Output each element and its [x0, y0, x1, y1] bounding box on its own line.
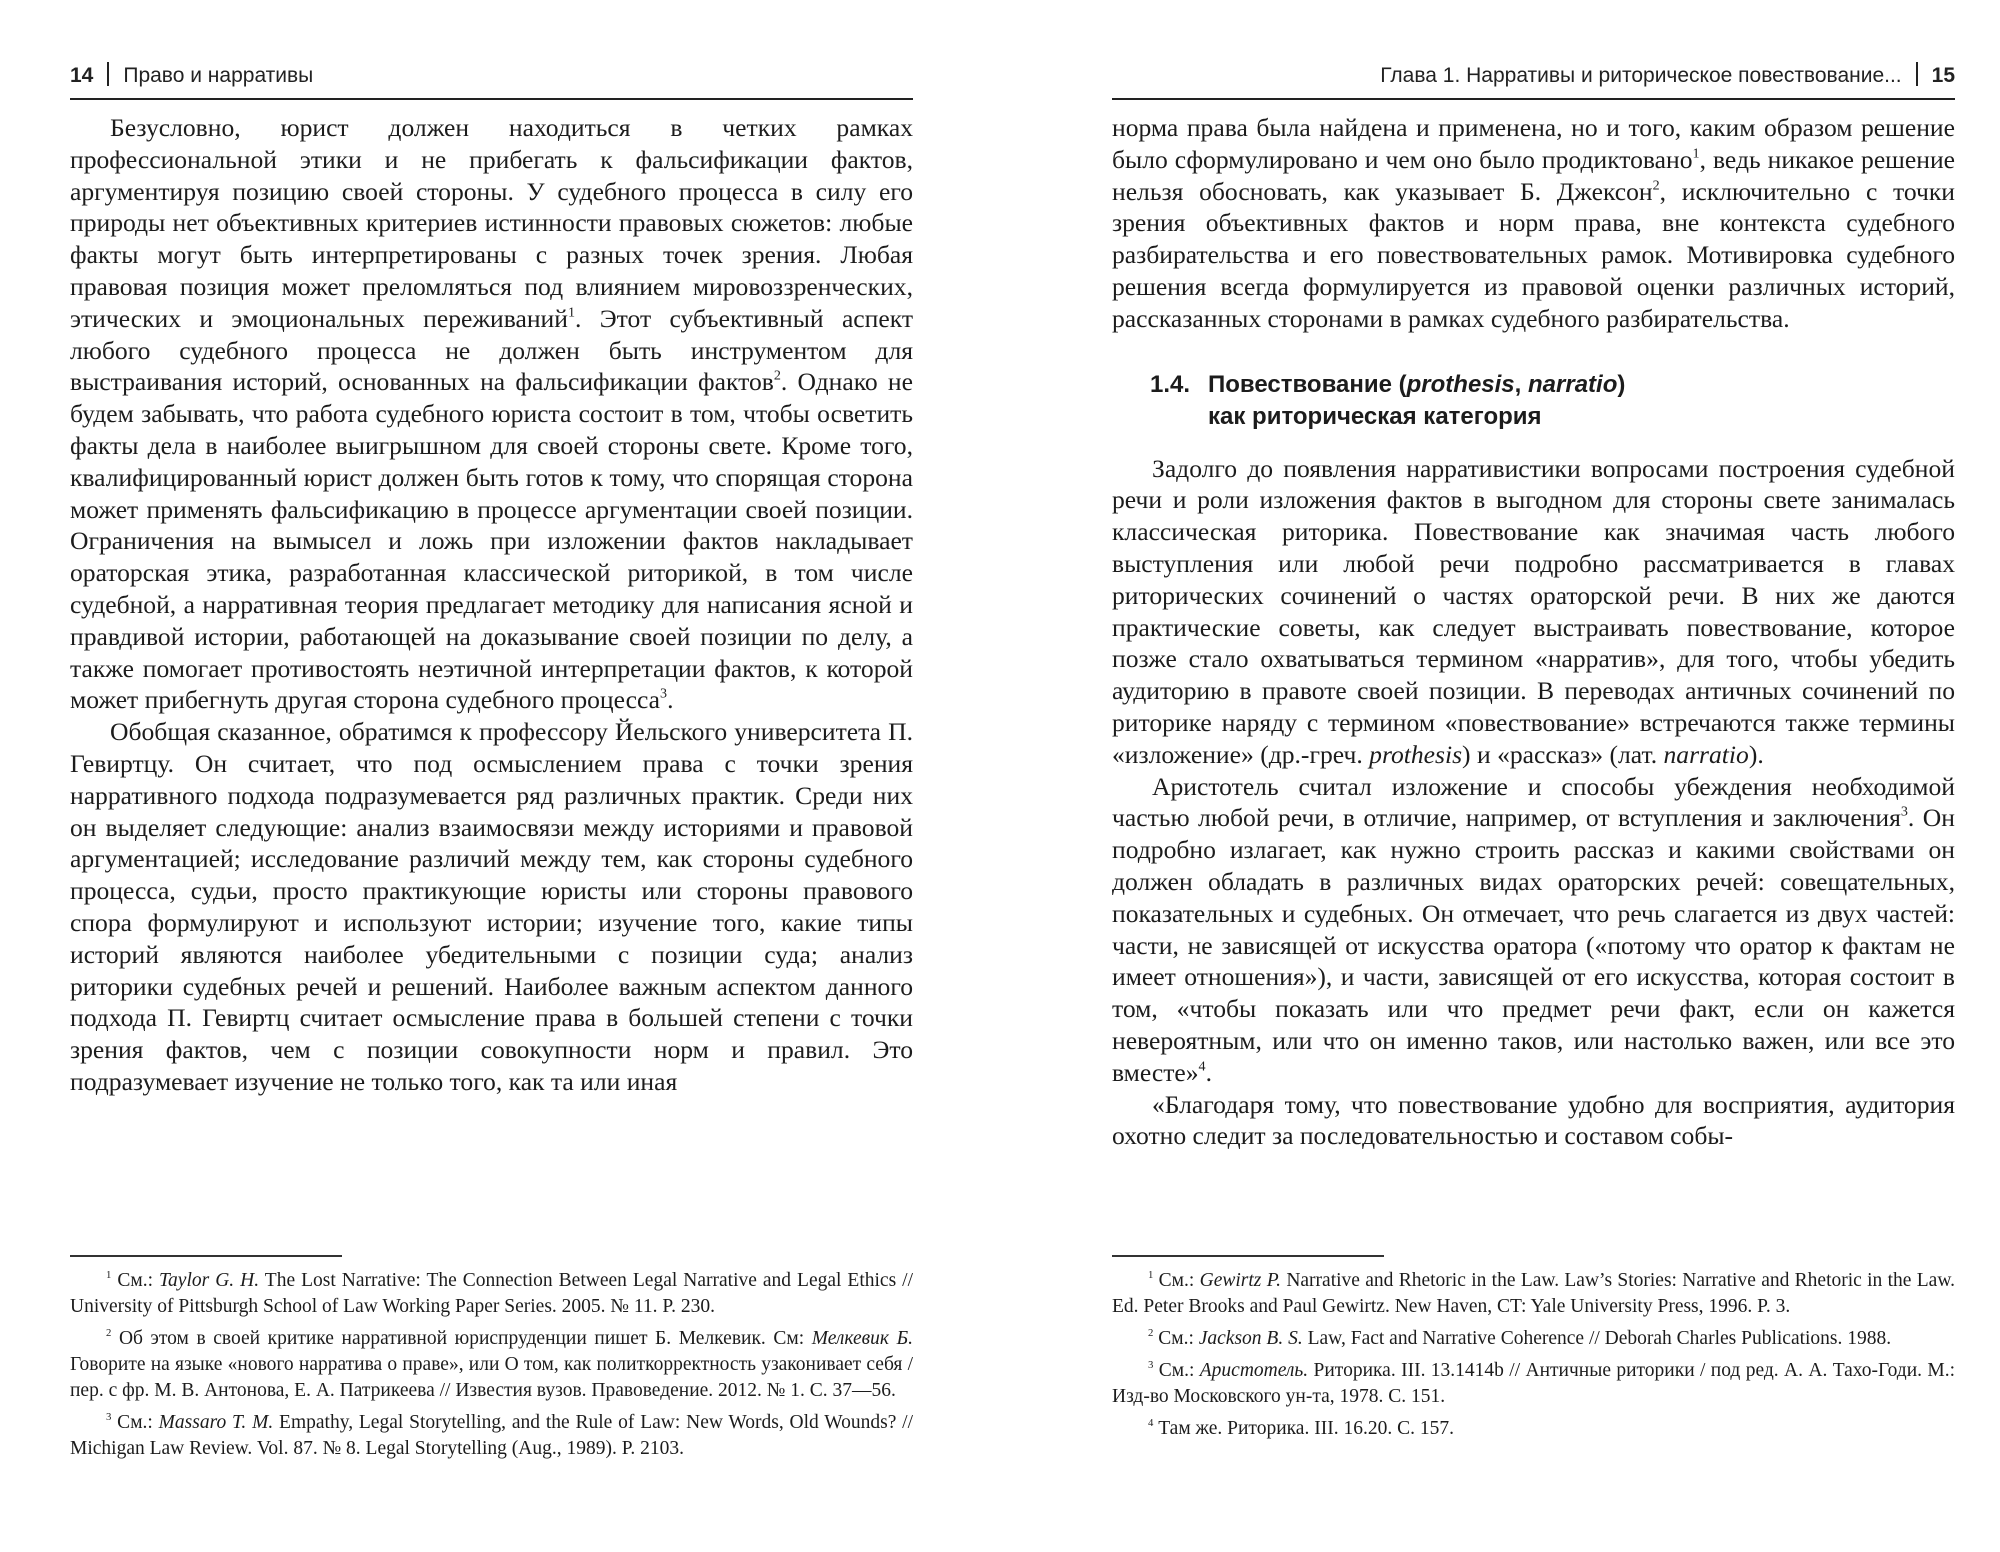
footnote-separator [70, 1255, 342, 1257]
left-header-title: Право и нарративы [123, 64, 314, 87]
right-page [1112, 0, 1955, 1552]
left-footnotes [70, 1268, 913, 1468]
footnote-ref: 3 [660, 685, 668, 702]
italic-text: Taylor G. H. [159, 1270, 260, 1291]
left-body-text [70, 112, 913, 1098]
left-running-header [70, 62, 913, 100]
footnote-ref: 2 [106, 1326, 112, 1339]
right-page-number: 15 [1931, 64, 1955, 87]
italic-text: Jackson B. S. [1198, 1328, 1303, 1349]
section-heading-line2: как риторическая категория [1208, 402, 1542, 430]
right-header-title: Глава 1. Нарративы и риторическое повествование... [1380, 64, 1902, 87]
section-number: 1.4. [1150, 370, 1191, 398]
footnote: $^4$ Там же. Риторика. III. 16.20. С. 157. [1148, 1416, 1454, 1439]
italic-text: Massaro T. M. [158, 1412, 274, 1433]
footnote-ref: 1 [1692, 145, 1700, 162]
footnote-ref: 1 [106, 1268, 112, 1281]
footnote-ref: 2 [1148, 1326, 1154, 1339]
footnote-ref: 3 [1900, 803, 1908, 820]
italic-text: prothesis [1369, 739, 1463, 769]
right-running-header [1112, 62, 1955, 100]
paragraph: норма права была найдена и применена, но и того, каким образом решение было сформулировано и чем оно было продиктовано$^1$, ведь никакое решение нельзя обосновать, как указывает Б. Джексон$^2$, исключительно с точки зрения объективных фактов и норм права, вне контекста судебного разбирательства и его повествовательных рамок. Мотивировка судебного решения всегда формулируется из правовой оценки различных историй, рассказанных сторонами в рамках судебного разбирательства. [1112, 113, 1955, 333]
footnote: $^2$ См.: Jackson B. S. Law, Fact and Narrative Coherence // Deborah Charles Publications. 1988. [1148, 1326, 1892, 1349]
italic-text: narratio [1663, 739, 1749, 769]
right-body-text [1112, 112, 1955, 1152]
section-heading: 1.4. Повествование (prothesis, narratio) как риторическая категория [1150, 369, 1955, 433]
left-page-number: 14 [70, 64, 94, 87]
footnote: $^1$ См.: Gewirtz P. Narrative and Rhetoric in the Law. Law’s Stories: Narrative and Rhetoric in the Law. Ed. Peter Brooks and Paul Gewirtz. New Haven, CT: Yale University Press, 1996. P. 3. [1112, 1268, 1956, 1317]
footnote: $^2$ Об этом в своей критике нарративной юриспруденции пишет Б. Мелкевик. См: Мелкевик Б. Говорите на языке «нового нарратива о праве», или О том, как политкорректность узаконивает себя / пер. с фр. М. В. Антонова, Е. А. Патрикеева // Известия вузов. Правоведение. 2012. № 1. С. 37—56. [70, 1326, 913, 1401]
paragraph: Обобщая сказанное, обратимся к профессору Йельского университета П. Гевиртцу. Он считает, что под осмыслением права с точки зрения нарративного подхода подразумевается ряд различных практик. Среди них он выделяет следующие: анализ взаимосвязи между историями и правовой аргументацией; исследование различий между тем, как стороны судебного процесса, судьи, просто практикующие юристы или стороны правового спора формулируют и используют истории; изучение того, какие типы историй являются наиболее убедительными с позиции суда; анализ риторики судебных речей и решений. Наиболее важным аспектом данного подхода П. Гевиртц считает осмысление права в большей степени с точки зрения фактов, чем с позиции совокупности норм и правил. Это подразумевает изучение не только того, как та или иная [70, 717, 913, 1096]
footnote-ref: 4 [1198, 1058, 1206, 1075]
right-footnotes [1112, 1268, 1955, 1448]
footnote-ref: 2 [773, 367, 781, 384]
paragraph: «Благодаря тому, что повествование удобно для восприятия, аудитория охотно следит за последовательностью и составом собы- [1112, 1089, 1955, 1151]
footnote-ref: 1 [1148, 1268, 1154, 1281]
paragraph: Задолго до появления нарративистики вопросами построения судебной речи и роли изложения фактов в выгодном для стороны свете занималась классическая риторика. Повествование как значимая часть любого выступления или любой речи подробно рассматривается в главах риторических сочинений о частях ораторской речи. В них же даются практические советы, как следует выстраивать повествование, которое позже стало охватываться термином «нарратив», для того, чтобы убедить аудиторию в правоте своей позиции. В переводах античных сочинений по риторике наряду с термином «повествование» встречаются также термины «изложение» (др.-греч. prothesis) и «рассказ» (лат. narratio). [1112, 453, 1955, 769]
italic-text: Мелкевик Б. [811, 1328, 913, 1349]
header-divider [107, 62, 109, 86]
footnote-ref: 3 [1148, 1358, 1154, 1371]
italic-text: Аристотель. [1199, 1360, 1309, 1381]
left-page [70, 0, 913, 1552]
italic-text: Gewirtz P. [1199, 1270, 1281, 1291]
footnote-ref: 1 [567, 304, 575, 321]
footnote: $^1$ См.: Taylor G. H. The Lost Narrative: The Connection Between Legal Narrative and Legal Ethics // University of Pittsburgh School of Law Working Paper Series. 2005. № 11. P. 230. [70, 1268, 914, 1317]
footnote: $^3$ См.: Massaro T. M. Empathy, Legal Storytelling, and the Rule of Law: New Words, Old Wounds? // Michigan Law Review. Vol. 87. № 8. Legal Storytelling (Aug., 1989). P. 2103. [70, 1410, 914, 1459]
footnote-separator [1112, 1255, 1384, 1257]
paragraph: Безусловно, юрист должен находиться в четких рамках профессиональной этики и не прибегать к фальсификации фактов, аргументируя позицию своей стороны. У судебного процесса в силу его природы нет объективных критериев истинности правовых сюжетов: любые факты могут быть интерпретированы с разных точек зрения. Любая правовая позиция может преломляться под влиянием мировоззренческих, этических и эмоциональных переживаний$^1$. Этот субъективный аспект любого судебного процесса не должен быть инструментом для выстраивания историй, основанных на фальсификации фактов$^2$. Однако не будем забывать, что работа судебного юриста состоит в том, чтобы осветить факты дела в наиболее выигрышном для своей стороны свете. Кроме того, квалифицированный юрист должен быть готов к тому, что спорящая сторона может применять фальсификацию в процессе аргументации своей позиции. Ограничения на вымысел и ложь при изложении фактов накладывает ораторская этика, разработанная классической риторикой, в том числе судебной, а нарративная теория предлагает методику для написания ясной и правдивой истории, работающей на доказывание своей позиции по делу, а также помогает противостоять неэтичной интерпретации фактов, к которой может прибегнуть другая сторона судебного процесса$^3$. [70, 113, 914, 715]
footnote-ref: 4 [1148, 1416, 1154, 1429]
footnote-ref: 2 [1652, 177, 1660, 194]
footnote: $^3$ См.: Аристотель. Риторика. III. 13.1414b // Античные риторики / под ред. А. А. Тахо-Годи. М.: Изд-во Московского ун-та, 1978. С. 151. [1112, 1358, 1956, 1407]
header-divider [1916, 62, 1918, 86]
footnote-ref: 3 [106, 1410, 112, 1423]
paragraph: Аристотель считал изложение и способы убеждения необходимой частью любой речи, в отличие, например, от вступления и заключения$^3$. Он подробно излагает, как нужно строить рассказ и какими свойствами он должен обладать в различных видах ораторских речей: совещательных, показательных и судебных. Он отмечает, что речь слагается из двух частей: части, не зависящей от искусства оратора («потому что оратор к фактам не имеет отношения»), и части, зависящей от его искусства, которая состоит в том, «чтобы показать или что предмет речи факт, если он кажется невероятным, или что он именно таков, или настолько важен, или все это вместе»$^4$. [1112, 771, 1955, 1087]
